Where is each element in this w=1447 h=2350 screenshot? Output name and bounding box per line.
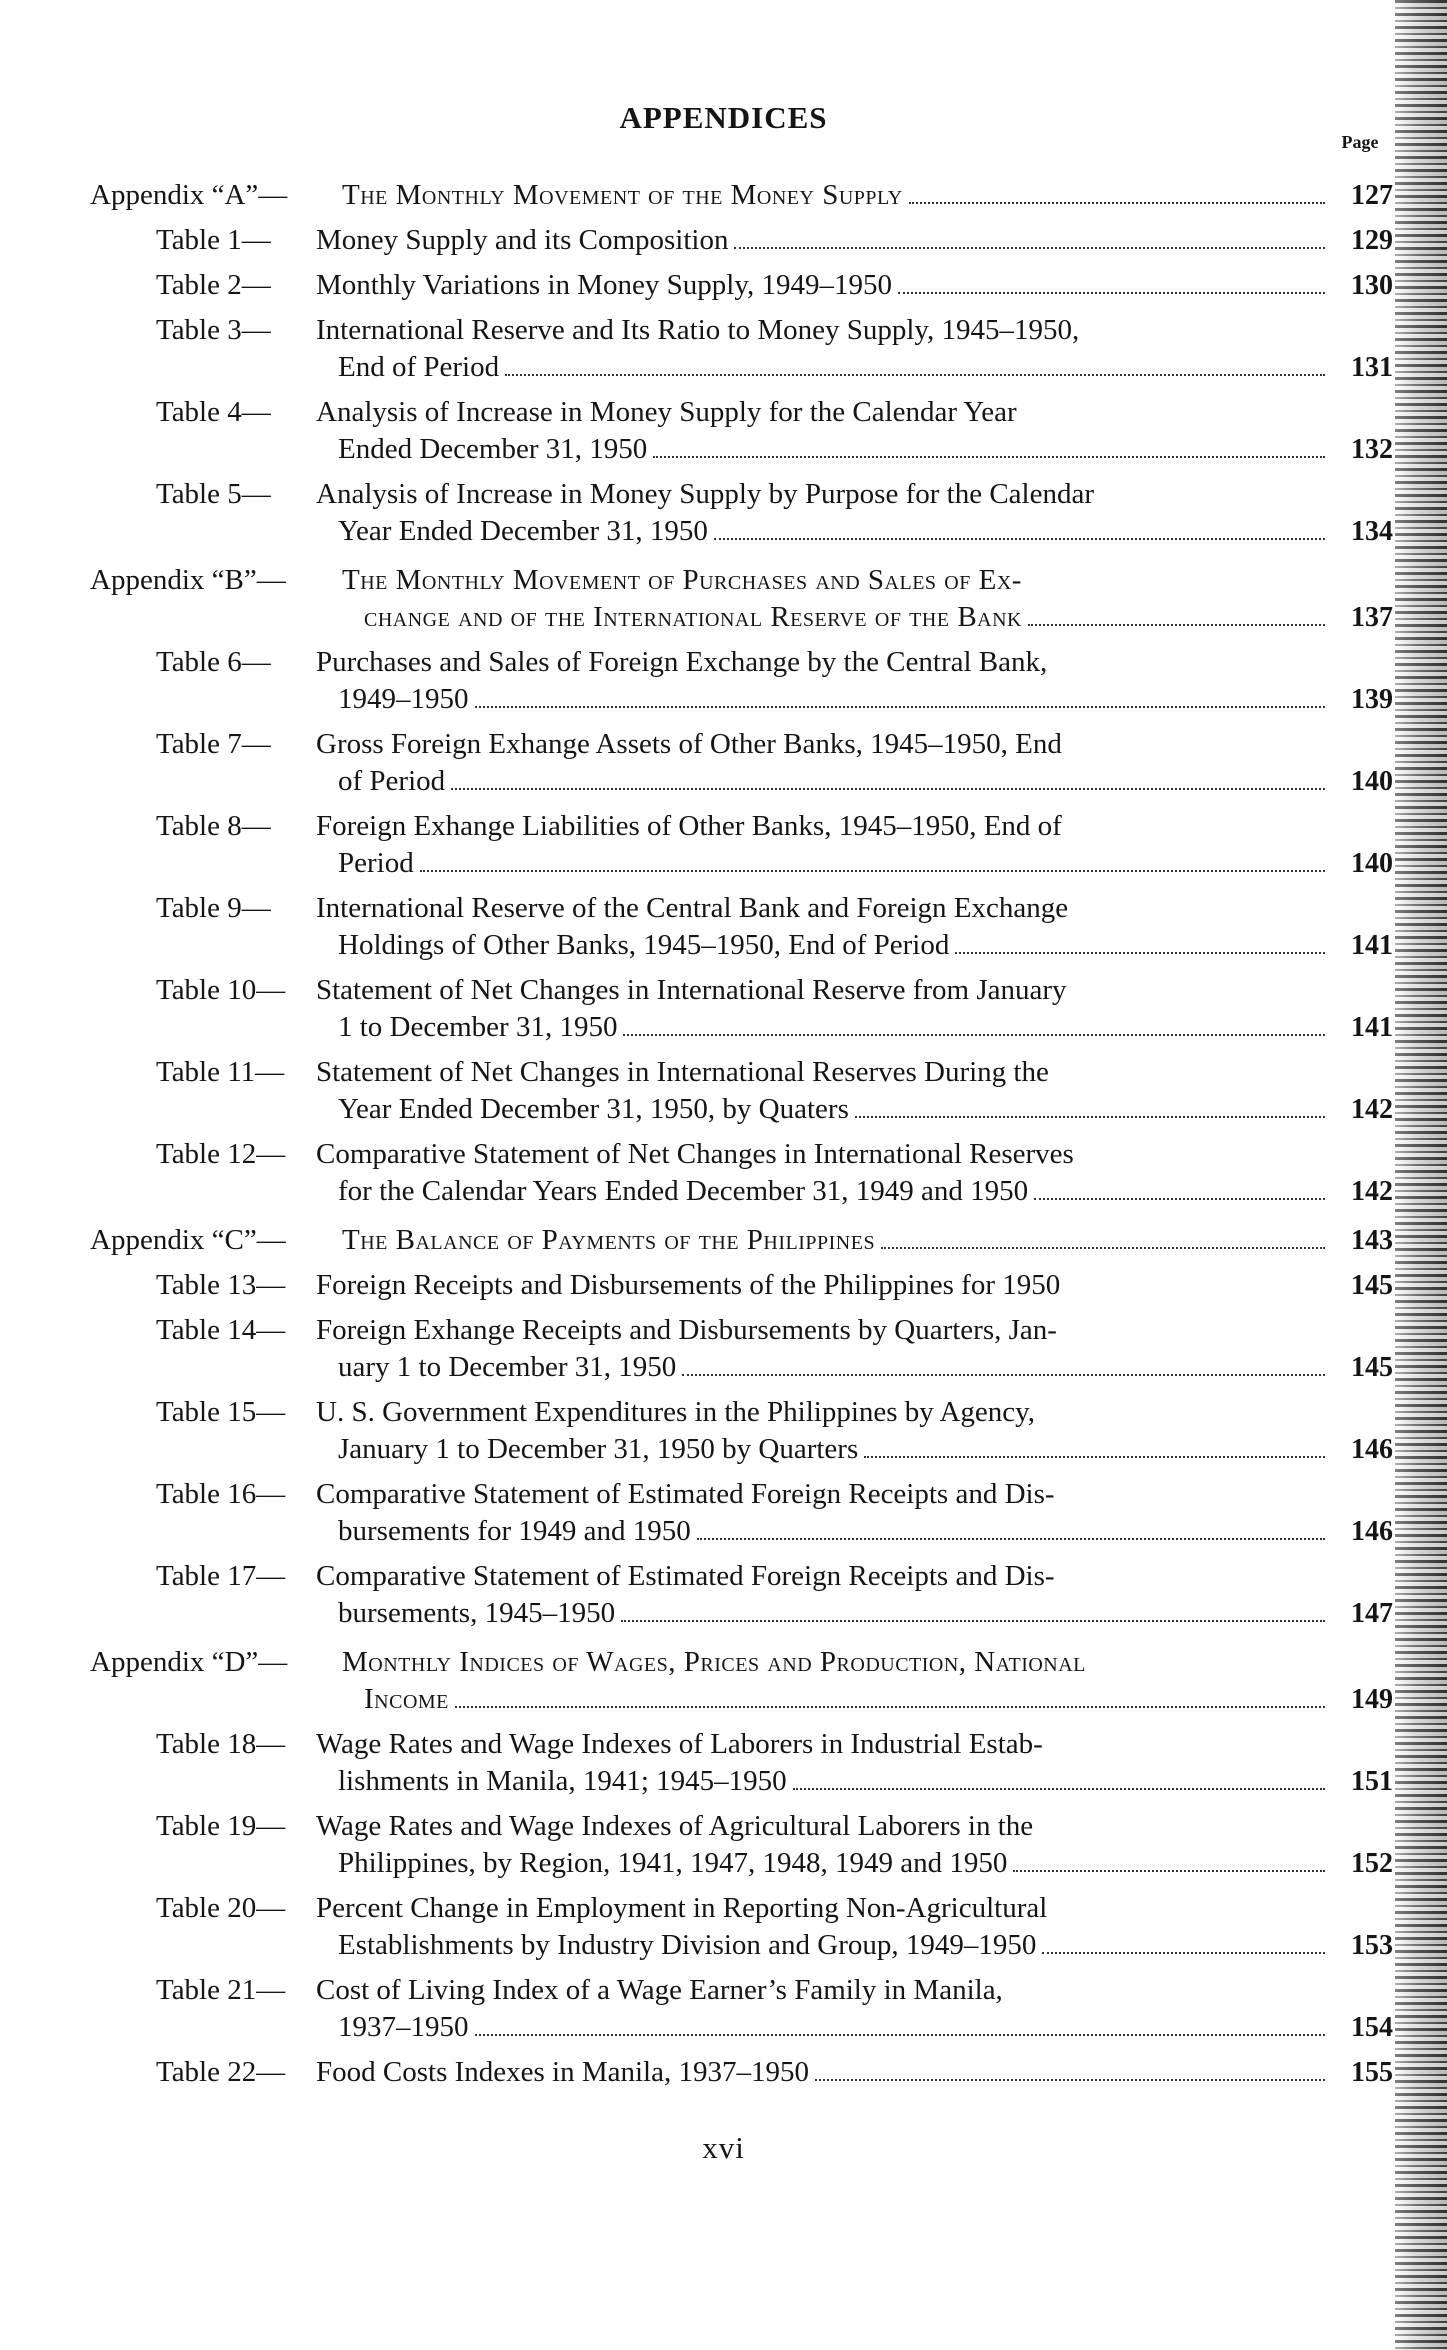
entry-title-line: change and of the International Reserve of the Bank <box>364 601 1022 633</box>
entry-label: Table 17— <box>156 1560 286 1592</box>
entry-title-line: Percent Change in Employment in Reporting Non-Agricultural <box>316 1892 1048 1924</box>
dot-leader <box>909 202 1325 204</box>
entry-title-line: Gross Foreign Exhange Assets of Other Banks, 1945–1950, End <box>316 728 1062 760</box>
entry-label: Table 4— <box>156 396 271 428</box>
dot-leader <box>653 456 1325 458</box>
page-number: 145 <box>1351 1352 1393 1383</box>
page-number: 151 <box>1351 1766 1393 1797</box>
entry-label: Table 18— <box>156 1728 286 1760</box>
entry-label: Appendix “D”— <box>90 1646 288 1678</box>
table-entry <box>90 1558 1393 1632</box>
entry-title-line: Monthly Variations in Money Supply, 1949–1950 <box>316 269 892 301</box>
entry-title-line: Period <box>338 847 414 879</box>
table-entry <box>90 1972 1393 2046</box>
dot-leader <box>1034 1198 1325 1200</box>
entry-title-line: Year Ended December 31, 1950 <box>338 515 708 547</box>
table-entry <box>90 476 1393 550</box>
dot-leader <box>714 538 1325 540</box>
page-number: 134 <box>1351 516 1393 547</box>
dot-leader <box>475 706 1326 708</box>
entry-label: Table 14— <box>156 1314 286 1346</box>
entry-title-line: International Reserve of the Central Bank and Foreign Exchange <box>316 892 1069 924</box>
entry-label: Table 21— <box>156 1974 286 2006</box>
dot-leader <box>1042 1952 1325 1954</box>
table-entry <box>90 1808 1393 1882</box>
entry-title-line: Wage Rates and Wage Indexes of Agricultural Laborers in the <box>316 1810 1034 1842</box>
table-entry <box>90 1476 1393 1550</box>
dot-leader <box>1013 1870 1325 1872</box>
entry-title-line: Philippines, by Region, 1941, 1947, 1948, 1949 and 1950 <box>338 1847 1008 1879</box>
dot-leader <box>505 374 1325 376</box>
page-number: 153 <box>1351 1930 1393 1961</box>
table-entry <box>90 1136 1393 1210</box>
table-entry <box>90 726 1393 800</box>
entry-title-line: Analysis of Increase in Money Supply for the Calendar Year <box>316 396 1017 428</box>
entry-title-line: Income <box>364 1683 449 1715</box>
entry-label: Table 20— <box>156 1892 286 1924</box>
dot-leader <box>855 1116 1325 1118</box>
entry-label: Table 10— <box>156 974 286 1006</box>
entry-label: Table 13— <box>156 1269 286 1301</box>
entry-title-line: Statement of Net Changes in International Reserves During the <box>316 1056 1049 1088</box>
entry-label: Table 22— <box>156 2056 286 2088</box>
table-entry <box>90 1890 1393 1964</box>
entry-title-line: Food Costs Indexes in Manila, 1937–1950 <box>316 2056 809 2088</box>
dot-leader <box>898 292 1325 294</box>
entry-title-line: Year Ended December 31, 1950, by Quaters <box>338 1093 849 1125</box>
entry-label: Table 15— <box>156 1396 286 1428</box>
entry-title-line: bursements for 1949 and 1950 <box>338 1515 691 1547</box>
dot-leader <box>451 788 1325 790</box>
entry-title-line: bursements, 1945–1950 <box>338 1597 616 1629</box>
page-number: 152 <box>1351 1848 1393 1879</box>
entry-title-line: of Period <box>338 765 446 797</box>
page-number: 132 <box>1351 434 1393 465</box>
entry-title-line: International Reserve and Its Ratio to Money Supply, 1945–1950, <box>316 314 1080 346</box>
table-entry <box>90 1267 1393 1304</box>
appendix-entry <box>90 1222 1393 1259</box>
entry-title-line: 1937–1950 <box>338 2011 469 2043</box>
page-number: 145 <box>1351 1270 1393 1301</box>
page-number: 130 <box>1351 270 1393 301</box>
entry-label: Table 6— <box>156 646 271 678</box>
page-number: 139 <box>1351 684 1393 715</box>
page-number: 142 <box>1351 1176 1393 1207</box>
entry-title-line: Cost of Living Index of a Wage Earner’s Family in Manila, <box>316 1974 1003 2006</box>
entry-label: Table 3— <box>156 314 271 346</box>
entry-title-line: The Monthly Movement of the Money Supply <box>342 179 903 211</box>
entry-title-line: Statement of Net Changes in International Reserve from January <box>316 974 1067 1006</box>
table-entry <box>90 1394 1393 1468</box>
appendix-entry <box>90 177 1393 214</box>
page-number: 140 <box>1351 848 1393 879</box>
entry-title-line: Comparative Statement of Net Changes in International Reserves <box>316 1138 1074 1170</box>
table-entry <box>90 1054 1393 1128</box>
entry-title-line: Holdings of Other Banks, 1945–1950, End of Period <box>338 929 950 961</box>
page-number: 146 <box>1351 1434 1393 1465</box>
entry-title-line: Wage Rates and Wage Indexes of Laborers in Industrial Estab- <box>316 1728 1043 1760</box>
page-column-header: Page <box>1341 132 1379 152</box>
entry-label: Table 11— <box>156 1056 285 1088</box>
entry-title-line: Foreign Exhange Liabilities of Other Banks, 1945–1950, End of <box>316 810 1062 842</box>
dot-leader <box>955 952 1325 954</box>
page-number-footer: xvi <box>702 2130 745 2165</box>
page-number: 131 <box>1351 352 1393 383</box>
table-entry <box>90 808 1393 882</box>
entry-title-line: Foreign Receipts and Disbursements of the Philippines for 1950 <box>316 1269 1061 1301</box>
table-of-contents <box>90 165 1393 2091</box>
page-number: 140 <box>1351 766 1393 797</box>
page-number: 129 <box>1351 225 1393 256</box>
page-number: 137 <box>1351 602 1393 633</box>
page-number: 127 <box>1351 180 1393 211</box>
entry-title-line: Comparative Statement of Estimated Foreign Receipts and Dis- <box>316 1478 1055 1510</box>
entry-title-line: Monthly Indices of Wages, Prices and Production, National <box>342 1646 1086 1678</box>
entry-title-line: Comparative Statement of Estimated Foreign Receipts and Dis- <box>316 1560 1055 1592</box>
dot-leader <box>734 247 1325 249</box>
table-entry <box>90 1312 1393 1386</box>
entry-title-line: The Monthly Movement of Purchases and Sales of Ex- <box>342 564 1022 596</box>
entry-title-line: lishments in Manila, 1941; 1945–1950 <box>338 1765 787 1797</box>
entry-label: Table 2— <box>156 269 271 301</box>
dot-leader <box>682 1374 1325 1376</box>
page-number: 154 <box>1351 2012 1393 2043</box>
appendix-entry <box>90 1644 1393 1718</box>
entry-title-line: Analysis of Increase in Money Supply by Purpose for the Calendar <box>316 478 1095 510</box>
entry-label: Appendix “A”— <box>90 179 288 211</box>
dot-leader <box>621 1620 1325 1622</box>
entry-title-line: January 1 to December 31, 1950 by Quarters <box>338 1433 859 1465</box>
entry-title-line: 1 to December 31, 1950 <box>338 1011 618 1043</box>
entry-title-line: U. S. Government Expenditures in the Philippines by Agency, <box>316 1396 1035 1428</box>
entry-label: Appendix “B”— <box>90 564 286 596</box>
entry-label: Table 1— <box>156 224 271 256</box>
entry-title-line: for the Calendar Years Ended December 31, 1949 and 1950 <box>338 1175 1029 1207</box>
entry-title-line: Foreign Exhange Receipts and Disbursements by Quarters, Jan- <box>316 1314 1057 1346</box>
table-entry <box>90 890 1393 964</box>
dot-leader <box>815 2079 1325 2081</box>
page-title: APPENDICES <box>619 100 828 135</box>
dot-leader <box>881 1247 1325 1249</box>
dot-leader <box>864 1456 1325 1458</box>
entry-title-line: Purchases and Sales of Foreign Exchange by the Central Bank, <box>316 646 1048 678</box>
page-number: 142 <box>1351 1094 1393 1125</box>
dot-leader <box>420 870 1325 872</box>
entry-label: Table 7— <box>156 728 271 760</box>
page-number: 146 <box>1351 1516 1393 1547</box>
page-number: 149 <box>1351 1684 1393 1715</box>
dot-leader <box>1028 624 1325 626</box>
table-entry <box>90 1726 1393 1800</box>
entry-title-line: 1949–1950 <box>338 683 469 715</box>
page-number: 141 <box>1351 1012 1393 1043</box>
dot-leader <box>455 1706 1325 1708</box>
entry-label: Table 12— <box>156 1138 286 1170</box>
entry-label: Table 5— <box>156 478 271 510</box>
page-number: 143 <box>1351 1225 1393 1256</box>
entry-label: Appendix “C”— <box>90 1224 286 1256</box>
table-entry <box>90 222 1393 259</box>
table-entry <box>90 394 1393 468</box>
dot-leader <box>475 2034 1326 2036</box>
entry-title-line: Establishments by Industry Division and Group, 1949–1950 <box>338 1929 1037 1961</box>
table-entry <box>90 2054 1393 2091</box>
entry-title-line: End of Period <box>338 351 500 383</box>
table-entry <box>90 972 1393 1046</box>
table-entry <box>90 267 1393 304</box>
table-entry <box>90 644 1393 718</box>
dot-leader <box>793 1788 1325 1790</box>
entry-label: Table 16— <box>156 1478 286 1510</box>
dot-leader <box>623 1034 1325 1036</box>
appendix-entry <box>90 562 1393 636</box>
page-edge-shadow <box>1395 0 1447 2350</box>
entry-title-line: uary 1 to December 31, 1950 <box>338 1351 677 1383</box>
page-number: 155 <box>1351 2057 1393 2088</box>
page-number: 147 <box>1351 1598 1393 1629</box>
entry-title-line: Money Supply and its Composition <box>316 224 729 256</box>
entry-label: Table 19— <box>156 1810 286 1842</box>
entry-label: Table 8— <box>156 810 271 842</box>
table-entry <box>90 312 1393 386</box>
dot-leader <box>697 1538 1325 1540</box>
page-number: 141 <box>1351 930 1393 961</box>
entry-title-line: The Balance of Payments of the Philippines <box>342 1224 876 1256</box>
entry-label: Table 9— <box>156 892 271 924</box>
entry-title-line: Ended December 31, 1950 <box>338 433 648 465</box>
